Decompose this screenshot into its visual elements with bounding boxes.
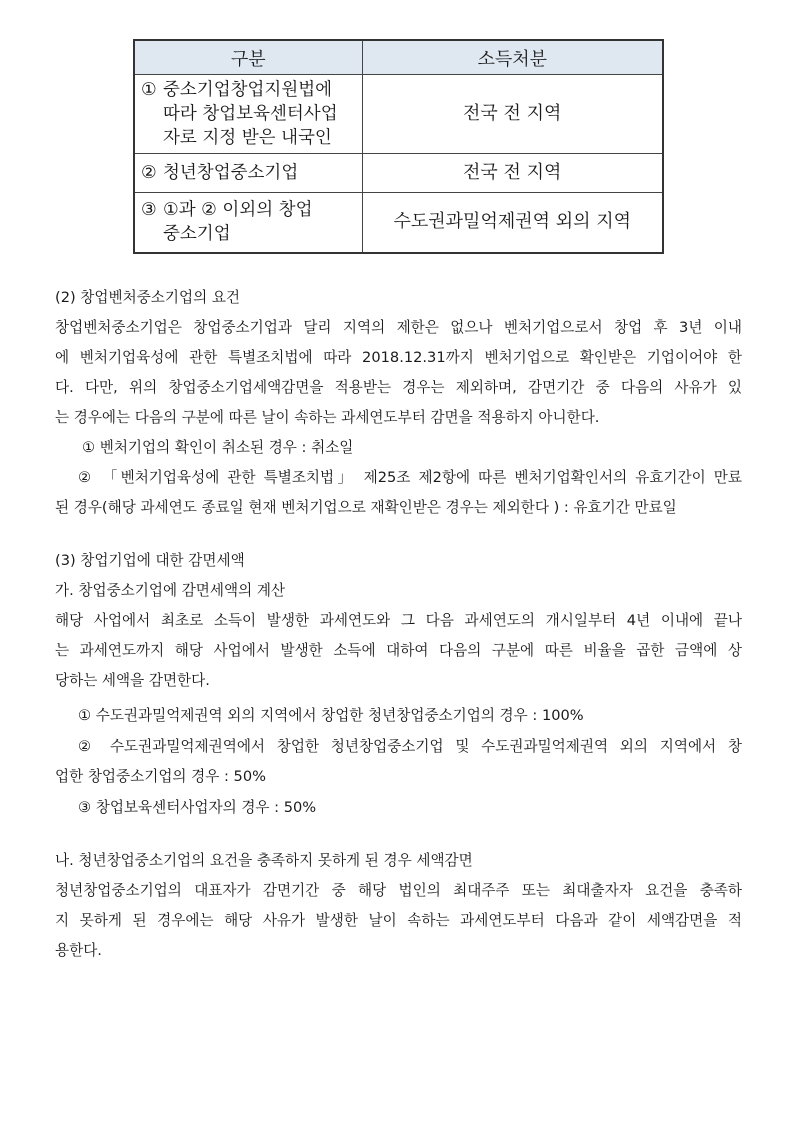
paragraph-line: 창업벤처중소기업은 창업중소기업과 달리 지역의 제한은 없으나 벤처기업으로서 창업 후 3년 이내 <box>55 319 742 336</box>
list-item: ② 수도권과밀억제권역에서 창업한 청년창업중소기업 및 수도권과밀억제권역 외의 지역에서 창 <box>78 738 742 755</box>
paragraph-line: 지 못하게 된 경우에는 해당 사유가 발생한 날이 속하는 과세연도부터 다음과 같이 세액감면을 적 <box>55 912 742 929</box>
table-cell-category <box>134 75 362 154</box>
cell-line: 중소기업창업지원법에 <box>163 80 333 100</box>
list-item: ③ 창업보육센터사업자의 경우 : 50% <box>78 799 317 816</box>
cell-line: ①과 ② 이외의 창업 <box>163 200 313 221</box>
table-cell-value: 수도권과밀억제권역 외의 지역 <box>362 193 663 253</box>
list-item: ① 수도권과밀억제권역 외의 지역에서 창업한 청년창업중소기업의 경우 : 100% <box>78 707 584 724</box>
table-cell-category <box>134 154 362 193</box>
table-header-row <box>134 40 663 75</box>
section-heading: (3) 창업기업에 대한 감면세액 <box>55 552 245 569</box>
table-cell-value: 전국 전 지역 <box>362 75 663 154</box>
cell-line: 청년창업중소기업 <box>163 163 299 183</box>
row-number: ① <box>141 80 157 100</box>
row-number: ② <box>141 163 157 183</box>
list-item: ① 벤처기업의 확인이 취소된 경우 : 취소일 <box>82 439 354 456</box>
income-disposal-table <box>133 39 664 254</box>
row-number: ③ <box>141 200 157 221</box>
paragraph-line: 는 경우에는 다음의 구분에 따른 날이 속하는 과세연도부터 감면을 적용하지 아니한다. <box>55 409 600 426</box>
table-cell-category <box>134 193 362 253</box>
table-row <box>134 193 663 253</box>
table-header: 소득처분 <box>362 40 663 75</box>
paragraph-line: 용한다. <box>55 942 102 959</box>
cell-line: 따라 창업보육센터사업 <box>163 104 338 124</box>
section-heading: (2) 창업벤처중소기업의 요건 <box>55 289 241 306</box>
list-item-continued: 업한 창업중소기업의 경우 : 50% <box>55 768 266 785</box>
subsection-heading: 가. 창업중소기업에 감면세액의 계산 <box>55 582 286 599</box>
subsection-heading: 나. 청년창업중소기업의 요건을 충족하지 못하게 된 경우 세액감면 <box>55 852 473 869</box>
list-item-continued: 된 경우(해당 과세연도 종료일 현재 벤처기업으로 재확인받은 경우는 제외한다 ) : 유효기간 만료일 <box>55 499 677 516</box>
table-row <box>134 75 663 154</box>
table-header: 구분 <box>134 40 362 75</box>
table-row <box>134 154 663 193</box>
list-item: ② 「벤처기업육성에 관한 특별조치법」 제25조 제2항에 따른 벤처기업확인서의 유효기간이 만료 <box>78 469 742 486</box>
paragraph-line: 청년창업중소기업의 대표자가 감면기간 중 해당 법인의 최대주주 또는 최대출자자 요건을 충족하 <box>55 882 742 899</box>
paragraph-line: 다. 다만, 위의 창업중소기업세액감면을 적용받는 경우는 제외하며, 감면기간 중 다음의 사유가 있 <box>55 379 742 396</box>
paragraph-line: 는 과세연도까지 해당 사업에서 발생한 소득에 대하여 다음의 구분에 따른 비율을 곱한 금액에 상 <box>55 642 742 659</box>
paragraph-line: 해당 사업에서 최초로 소득이 발생한 과세연도와 그 다음 과세연도의 개시일부터 4년 이내에 끝나 <box>55 612 742 629</box>
cell-line: 자로 지정 받은 내국인 <box>163 128 332 148</box>
paragraph-line: 에 벤처기업육성에 관한 특별조치법에 따라 2018.12.31까지 벤처기업으로 확인받은 기업이어야 한 <box>55 349 742 366</box>
table-cell-value: 전국 전 지역 <box>362 154 663 193</box>
paragraph-line: 당하는 세액을 감면한다. <box>55 672 210 689</box>
cell-line: 중소기업 <box>163 224 231 245</box>
